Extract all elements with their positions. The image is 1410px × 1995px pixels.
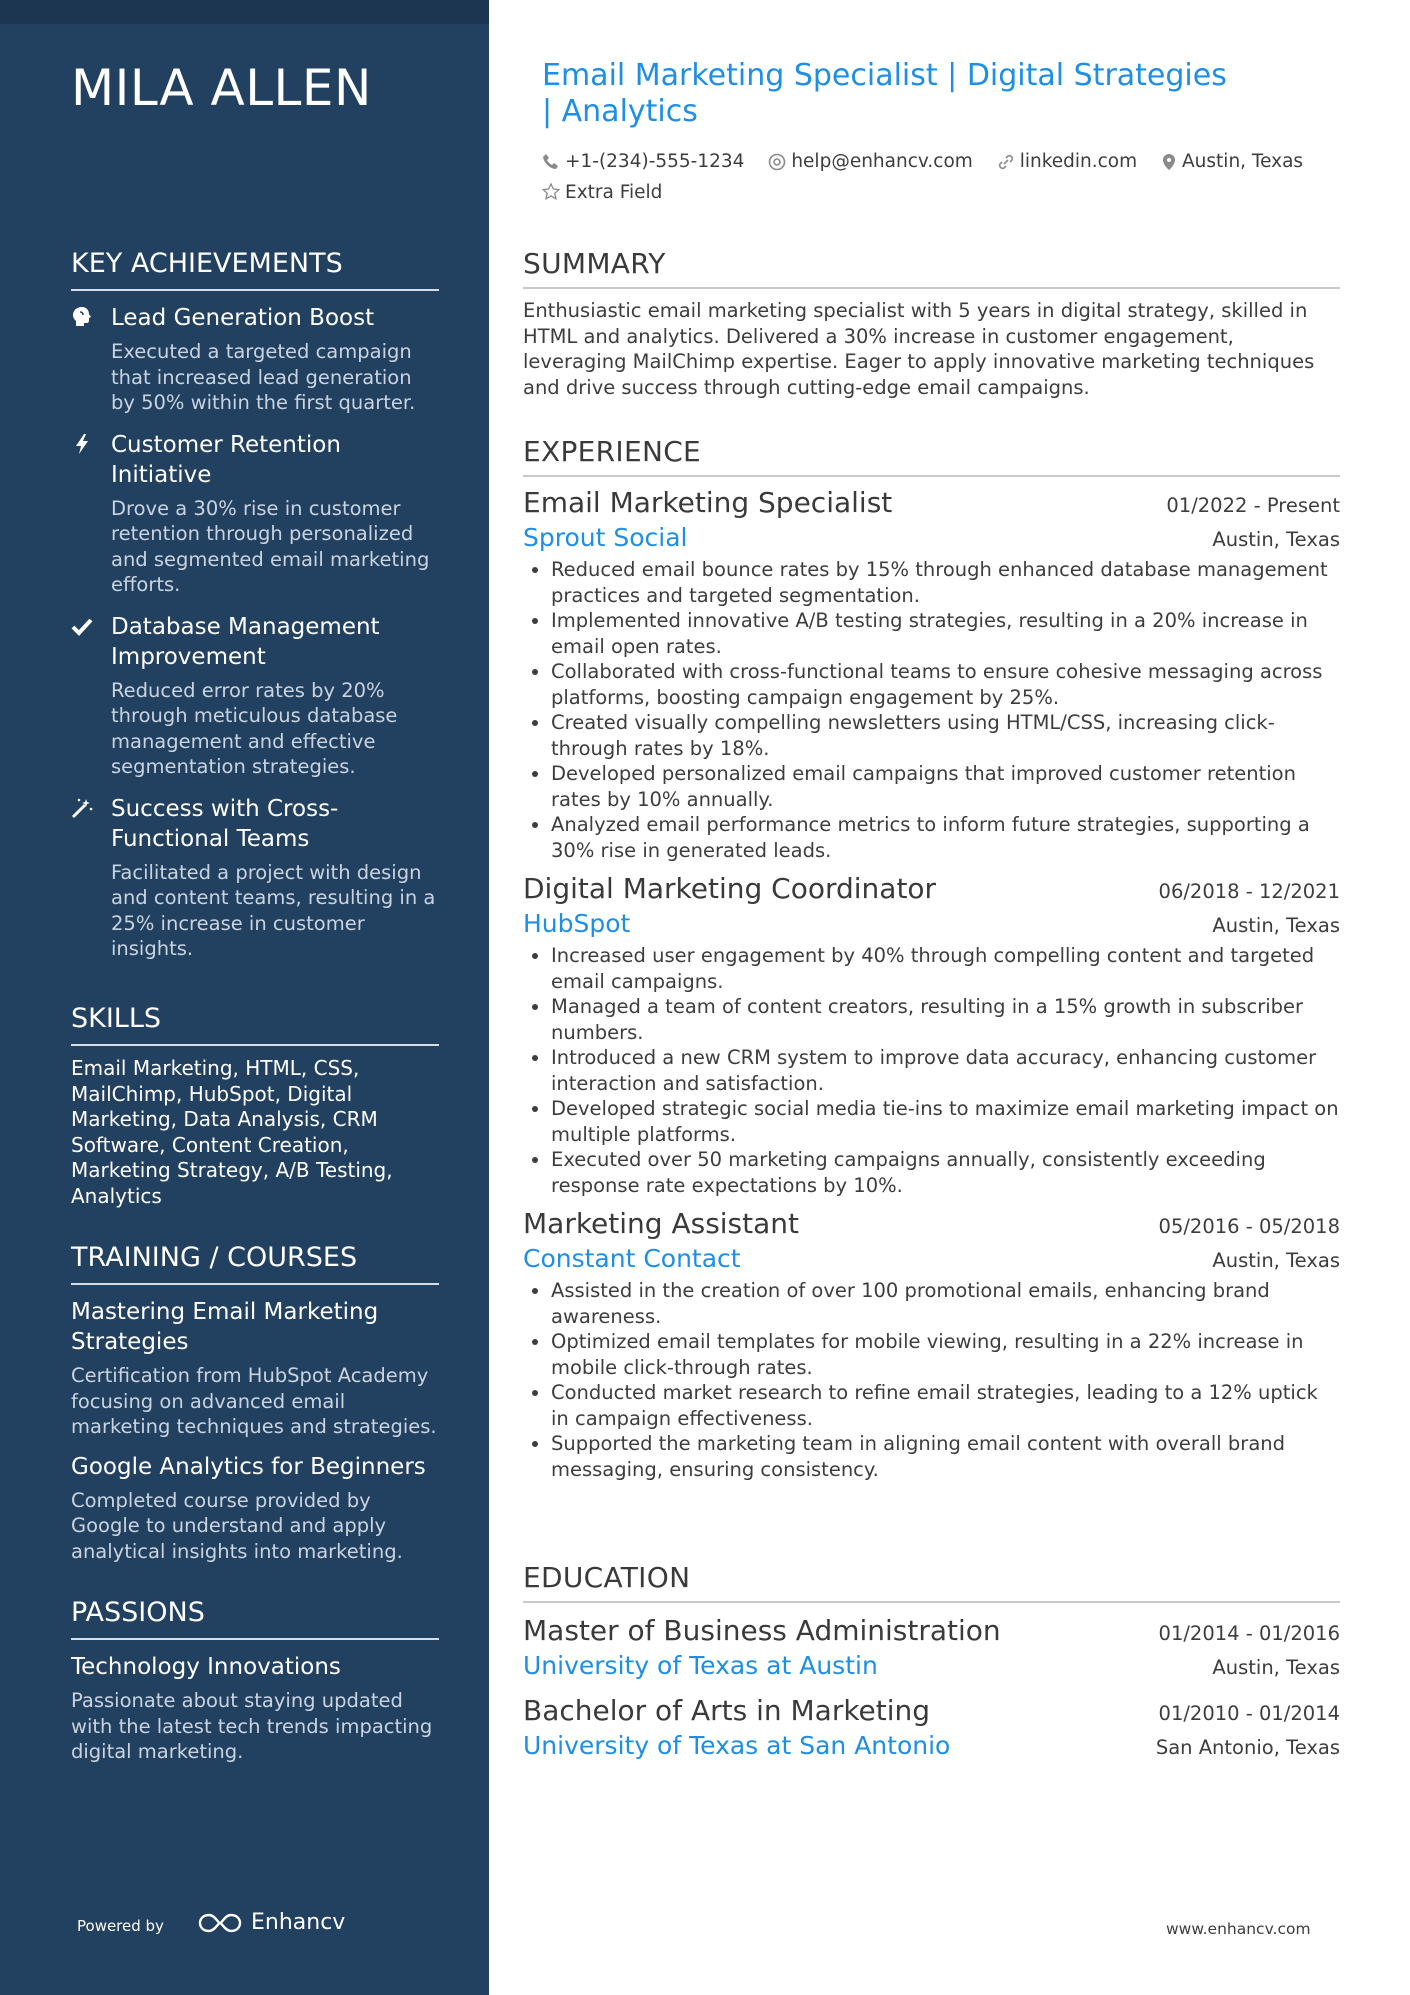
- infinity-logo-icon: [197, 1911, 243, 1935]
- course-description: Certification from HubSpot Academy focusing on advanced email marketing techniques and strategies.: [71, 1364, 437, 1438]
- education-section: [523, 1562, 1340, 1763]
- email-contact[interactable]: [768, 148, 972, 175]
- key-achievements-section: [71, 248, 439, 962]
- summary-section: [523, 248, 1340, 400]
- education-location: San Antonio, Texas: [1155, 1736, 1340, 1759]
- achievement-title: Database Management Improvement: [111, 613, 380, 670]
- passion-description: Passionate about staying updated with the latest tech trends impacting digital marketing.: [71, 1689, 433, 1763]
- list-item: • Reduced email bounce rates by 15% through enhanced database management practices and targeted segmentation.: [551, 557, 1340, 608]
- education-dates: 01/2010 - 01/2014: [1158, 1702, 1340, 1725]
- job-company: HubSpot: [523, 909, 631, 938]
- skills-list: Email Marketing, HTML, CSS, MailChimp, HubSpot, Digital Marketing, Data Analysis, CRM Software, Content Creation, Marketing Strategy, A/B Testing, Analytics: [71, 1056, 393, 1208]
- sidebar-top-bar: [0, 0, 489, 24]
- candidate-name: MILA ALLEN: [71, 59, 372, 117]
- list-item: • Managed a team of content creators, resulting in a 15% growth in subscriber numbers.: [551, 994, 1340, 1045]
- job-entry: [523, 1206, 1340, 1482]
- extra-field-contact: [542, 179, 662, 206]
- skills-section: [71, 1003, 439, 1209]
- job-entry: [523, 871, 1340, 1198]
- job-location: Austin, Texas: [1212, 1249, 1340, 1272]
- phone-text: +1-(234)-555-1234: [565, 151, 745, 172]
- phone-contact[interactable]: [542, 148, 744, 175]
- list-item: • Supported the marketing team in aligning email content with overall brand messaging, ensuring consistency.: [551, 1431, 1340, 1482]
- achievement-title: Lead Generation Boost: [111, 305, 375, 331]
- job-bullets: [523, 1278, 1340, 1482]
- link-icon: [997, 153, 1015, 171]
- footer-website[interactable]: www.enhancv.com: [1166, 1920, 1311, 1938]
- bolt-icon: [71, 433, 93, 455]
- achievement-title: Customer Retention Initiative: [111, 431, 341, 488]
- phone-icon: [542, 153, 560, 171]
- list-item: • Conducted market research to refine email strategies, leading to a 12% uptick in campaign effectiveness.: [551, 1380, 1340, 1431]
- list-item: • Executed over 50 marketing campaigns annually, consistently exceeding response rate expectations by 10%.: [551, 1147, 1340, 1198]
- location-pin-icon: [1161, 153, 1177, 171]
- passion-item: [71, 1652, 439, 1765]
- achievement-title: Success with Cross-Functional Teams: [111, 795, 339, 852]
- education-entry: [523, 1693, 1340, 1763]
- list-item: • Assisted in the creation of over 100 promotional emails, enhancing brand awareness.: [551, 1278, 1340, 1329]
- contact-bar: [542, 148, 1322, 209]
- course-item: [71, 1297, 439, 1440]
- list-item: • Developed personalized email campaigns that improved customer retention rates by 10% annually.: [551, 761, 1340, 812]
- headline: Email Marketing Specialist | Digital Strategies | Analytics: [542, 58, 1227, 129]
- list-item: • Implemented innovative A/B testing strategies, resulting in a 20% increase in email open rates.: [551, 608, 1340, 659]
- school: University of Texas at Austin: [523, 1651, 878, 1680]
- achievement-item: [71, 430, 439, 598]
- powered-by-label: Powered by: [77, 1917, 164, 1935]
- education-dates: 01/2014 - 01/2016: [1158, 1622, 1340, 1645]
- extra-field-text: Extra Field: [565, 181, 663, 203]
- training-heading: TRAINING / COURSES: [71, 1242, 439, 1285]
- achievement-item: [71, 303, 439, 416]
- summary-heading: SUMMARY: [523, 248, 1340, 289]
- experience-heading: EXPERIENCE: [523, 436, 1340, 477]
- list-item: • Created visually compelling newsletters using HTML/CSS, increasing click-through rates by 18%.: [551, 710, 1340, 761]
- achievement-description: Facilitated a project with design and content teams, resulting in a 25% increase in customer insights.: [111, 860, 436, 960]
- location-text: Austin, Texas: [1182, 151, 1304, 172]
- job-role: Digital Marketing Coordinator: [523, 872, 937, 905]
- skills-heading: SKILLS: [71, 1003, 439, 1046]
- at-icon: [768, 153, 786, 171]
- achievement-description: Executed a targeted campaign that increased lead generation by 50% within the first quarter.: [111, 340, 416, 414]
- sidebar: [0, 0, 489, 1995]
- list-item: • Increased user engagement by 40% through compelling content and targeted email campaigns.: [551, 943, 1340, 994]
- key-achievements-heading: KEY ACHIEVEMENTS: [71, 248, 439, 291]
- brand-name: Enhancv: [251, 1910, 346, 1935]
- job-bullets: [523, 943, 1340, 1198]
- passion-title: Technology Innovations: [71, 1654, 341, 1680]
- magic-wand-icon: [71, 797, 93, 819]
- degree: Bachelor of Arts in Marketing: [523, 1694, 931, 1727]
- achievement-item: [71, 794, 439, 962]
- location-contact: [1161, 148, 1303, 175]
- job-dates: 05/2016 - 05/2018: [1158, 1215, 1340, 1238]
- course-item: [71, 1452, 439, 1565]
- job-bullets: [523, 557, 1340, 863]
- job-role: Marketing Assistant: [523, 1207, 800, 1240]
- training-section: [71, 1242, 439, 1564]
- check-icon: [71, 615, 93, 637]
- linkedin-text: linkedin.com: [1019, 151, 1138, 172]
- list-item: • Introduced a new CRM system to improve data accuracy, enhancing customer interaction and satisfaction.: [551, 1045, 1340, 1096]
- linkedin-contact[interactable]: [997, 148, 1137, 175]
- star-icon: [542, 183, 560, 201]
- passions-heading: PASSIONS: [71, 1597, 439, 1640]
- course-description: Completed course provided by Google to understand and apply analytical insights into marketing.: [71, 1488, 403, 1563]
- email-text: help@enhancv.com: [791, 151, 973, 172]
- education-entry: [523, 1613, 1340, 1683]
- education-location: Austin, Texas: [1212, 1656, 1340, 1679]
- list-item: • Optimized email templates for mobile viewing, resulting in a 22% increase in mobile click-through rates.: [551, 1329, 1340, 1380]
- list-item: • Collaborated with cross-functional teams to ensure cohesive messaging across platforms, boosting campaign engagement by 25%.: [551, 659, 1340, 710]
- job-company: Sprout Social: [523, 523, 688, 552]
- job-entry: [523, 485, 1340, 863]
- achievement-description: Reduced error rates by 20% through meticulous database management and effective segmentation strategies.: [111, 678, 398, 778]
- course-title: Mastering Email Marketing Strategies: [71, 1299, 379, 1355]
- list-item: • Developed strategic social media tie-ins to maximize email marketing impact on multiple platforms.: [551, 1096, 1340, 1147]
- course-title: Google Analytics for Beginners: [71, 1453, 426, 1480]
- job-location: Austin, Texas: [1212, 914, 1340, 937]
- job-dates: 06/2018 - 12/2021: [1158, 880, 1340, 903]
- passions-section: [71, 1597, 439, 1765]
- school: University of Texas at San Antonio: [523, 1731, 951, 1760]
- degree: Master of Business Administration: [523, 1614, 1001, 1647]
- enhancv-logo[interactable]: [197, 1910, 345, 1935]
- job-company: Constant Contact: [523, 1244, 741, 1273]
- education-heading: EDUCATION: [523, 1562, 1340, 1603]
- job-location: Austin, Texas: [1212, 528, 1340, 551]
- job-dates: 01/2022 - Present: [1166, 494, 1340, 517]
- summary-text: Enthusiastic email marketing specialist with 5 years in digital strategy, skilled in HTML and analytics. Delivered a 30% increase in customer engagement, leveraging MailChimp expertise. Eager to apply innovative marketing techniques and drive success through cutting-edge email campaigns.: [523, 299, 1315, 399]
- list-item: • Analyzed email performance metrics to inform future strategies, supporting a 30% rise in generated leads.: [551, 812, 1340, 863]
- experience-section: [523, 436, 1340, 1482]
- achievement-item: [71, 612, 439, 780]
- achievement-description: Drove a 30% rise in customer retention through personalized and segmented email marketing efforts.: [111, 496, 430, 596]
- job-role: Email Marketing Specialist: [523, 486, 893, 519]
- brain-icon: [71, 306, 93, 328]
